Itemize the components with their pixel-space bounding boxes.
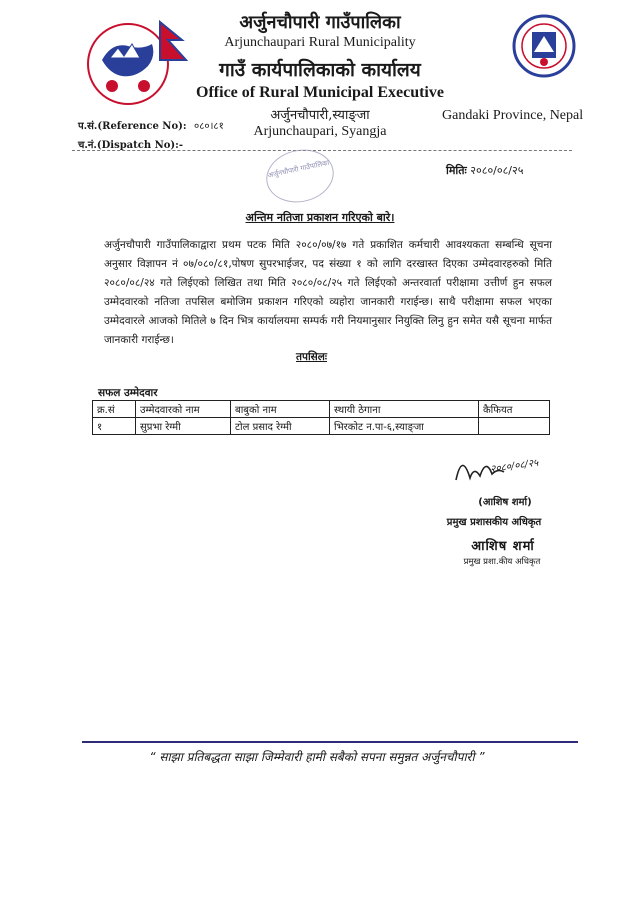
- address-en: Arjunchaupari, Syangja: [253, 124, 387, 139]
- stamp-name: आशिष शर्मा: [471, 539, 535, 554]
- reference-label: प.सं.(Reference No):: [78, 121, 187, 132]
- cell-candidate-name: सुप्रभा रेग्मी: [136, 418, 231, 435]
- reference-no: [78, 118, 224, 132]
- table-row: [93, 418, 550, 435]
- date-value: २०८०/०८/२५: [470, 164, 524, 177]
- successful-candidates-table: [92, 400, 550, 435]
- stamp-title: प्रमुख प्रशा.कीय अधिकृत: [463, 557, 541, 567]
- footer-divider: [82, 741, 578, 743]
- province: Gandaki Province, Nepal: [442, 108, 584, 123]
- address-np: अर्जुनचौपारी,स्याङ्जा: [270, 108, 370, 123]
- office-name-np: गाउँ कार्यपालिकाको कार्यालय: [219, 59, 421, 81]
- seal-text: अर्जुनचौपारी गाउँपालिका: [267, 158, 330, 180]
- office-seal: [261, 143, 338, 208]
- handwritten-date: २०८०/०८/२५: [489, 457, 540, 476]
- municipality-name-en: Arjunchaupari Rural Municipality: [224, 35, 416, 50]
- cell-address: भिरकोट न.पा-६,स्याङ्जा: [330, 418, 479, 435]
- date-label: मितिः: [446, 164, 467, 177]
- signer-title: प्रमुख प्रशासकीय अधिकृत: [446, 517, 542, 528]
- date: [446, 163, 523, 178]
- col-serial: क्र.सं: [93, 401, 136, 418]
- dispatch-label: च.नं.(Dispatch No):-: [78, 140, 184, 151]
- col-address: स्थायी ठेगाना: [330, 401, 479, 418]
- col-father-name: बाबुको नाम: [231, 401, 330, 418]
- cell-remarks: [479, 418, 550, 435]
- col-remarks: कैफियत: [479, 401, 550, 418]
- header-divider: [72, 150, 572, 151]
- tapsil-heading: तपसिलः: [296, 351, 328, 363]
- subject: अन्तिम नतिजा प्रकाशन गरिएको बारे।: [245, 211, 395, 224]
- table-header-row: [93, 401, 550, 418]
- col-candidate-name: उम्मेदवारको नाम: [136, 401, 231, 418]
- office-name-en: Office of Rural Municipal Executive: [196, 84, 444, 101]
- municipality-logo: [512, 12, 576, 84]
- reference-value: ०८०।८१: [194, 121, 224, 132]
- body-paragraph: अर्जुनचौपारी गाउँपालिकाद्वारा प्रथम पटक मिति २०८०/०७/१७ गते प्रकाशित कर्मचारी आवश्यकता सम्बन्धि सूचना अनुसार विज्ञापन नं ०७/०८०/८१,पोषण सुपरभाईजर, पद संख्या १ को लागि दरखास्त दिएका उम्मेदवारहरुको मिति २०८०/०८/२४ गते लिईएको लिखित तथा मिति २०८०/०८/२५ गते लिईएको अन्तरवार्ता परीक्षामा उत्तीर्ण हुन सफल उम्मेदवारको नतिजा तपसिल बमोजिम प्रकाशन गरिएको व्यहोरा जानकारी गराईन्छ। साथै परीक्षामा सफल भएका उम्मेदवारले आजको मितिले ७ दिन भित्र कार्यालयमा सम्पर्क गरी नियमानुसार नियुक्ति लिनु हुन समेत यसै सूचना मार्फत जानकारी गराईन्छ।: [104, 239, 552, 346]
- municipality-name-np: अर्जुनचौपारी गाउँपालिका: [239, 12, 401, 33]
- signer-name: (आशिष शर्मा): [478, 497, 532, 508]
- footer-slogan: “ साझा प्रतिबद्धता साझा जिम्मेवारी हामी सबैको सपना समुन्नत अर्जुनचौपारी ”: [149, 750, 485, 764]
- table-caption: सफल उम्मेदवार: [98, 387, 158, 399]
- cell-serial: १: [93, 418, 136, 435]
- cell-father-name: टोल प्रसाद रेग्मी: [231, 418, 330, 435]
